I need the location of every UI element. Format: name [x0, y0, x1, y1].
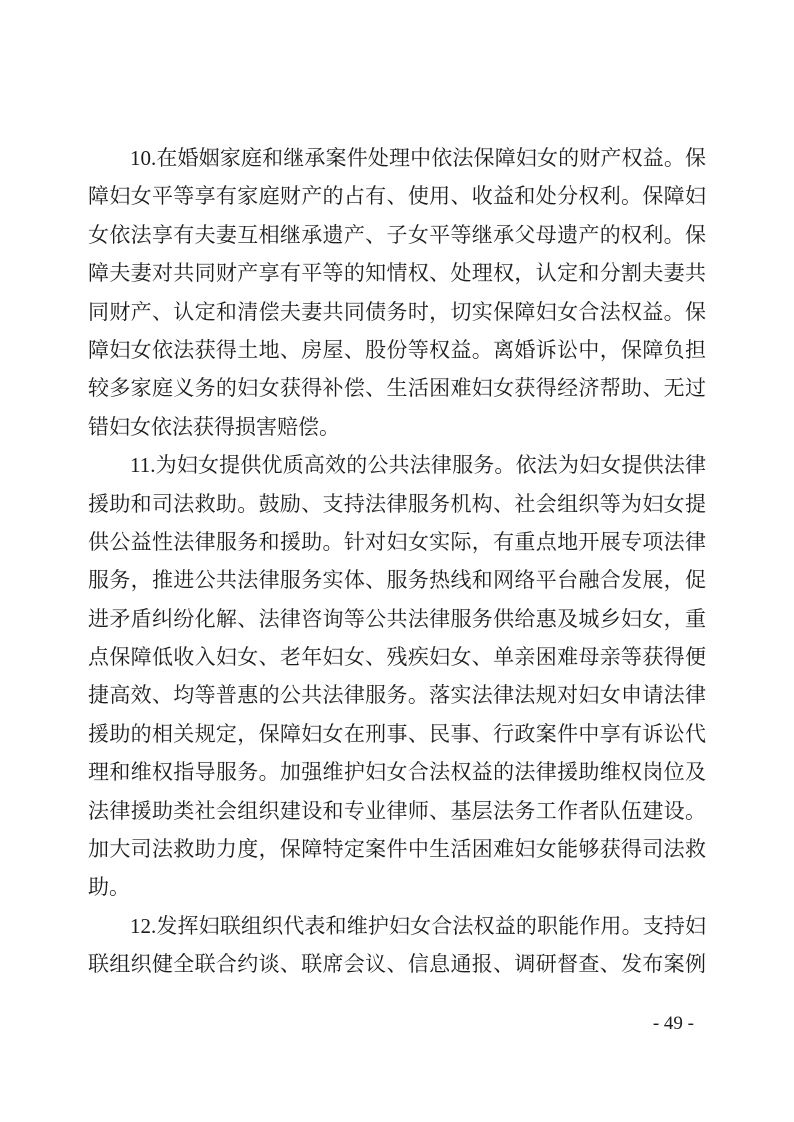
text-line: 进矛盾纠纷化解、法律咨询等公共法律服务供给惠及城乡妇女，重 — [88, 606, 706, 631]
text-line: 10.在婚姻家庭和继承案件处理中依法保障妇女的财产权益。保 — [130, 146, 706, 170]
document-body-text — [88, 139, 706, 984]
text-line: 法律援助类社会组织建设和专业律师、基层法务工作者队伍建设。 — [88, 798, 706, 823]
text-line: 同财产、认定和清偿夫妻共同债务时，切实保障妇女合法权益。保 — [88, 299, 706, 324]
paragraph-item-12 — [88, 907, 706, 984]
text-line: 援助的相关规定，保障妇女在刑事、民事、行政案件中享有诉讼代 — [88, 721, 706, 746]
text-line: 援助和司法救助。鼓励、支持法律服务机构、社会组织等为妇女提 — [88, 491, 706, 516]
paragraph-item-10 — [88, 139, 706, 446]
text-line: 联组织健全联合约谈、联席会议、信息通报、调研督查、发布案例 — [88, 952, 706, 977]
text-line: 加大司法救助力度，保障特定案件中生活困难妇女能够获得司法救 — [88, 837, 706, 862]
text-line: 供公益性法律服务和援助。针对妇女实际，有重点地开展专项法律 — [88, 529, 706, 554]
text-line: 服务，推进公共法律服务实体、服务热线和网络平台融合发展，促 — [88, 568, 706, 593]
text-line: 女依法享有夫妻互相继承遗产、子女平等继承父母遗产的权利。保 — [88, 222, 706, 247]
text-line: 助。 — [88, 875, 130, 900]
paragraph-item-11 — [88, 446, 706, 907]
text-line: 障夫妻对共同财产享有平等的知情权、处理权，认定和分割夫妻共 — [88, 261, 706, 286]
text-line: 理和维权指导服务。加强维护妇女合法权益的法律援助维权岗位及 — [88, 760, 706, 785]
text-line: 12.发挥妇联组织代表和维护妇女合法权益的职能作用。支持妇 — [130, 913, 706, 938]
text-line: 捷高效、均等普惠的公共法律服务。落实法律法规对妇女申请法律 — [88, 683, 706, 708]
text-line: 较多家庭义务的妇女获得补偿、生活困难妇女获得经济帮助、无过 — [88, 376, 706, 401]
text-line: 障妇女平等享有家庭财产的占有、使用、收益和处分权利。保障妇 — [88, 184, 706, 209]
text-line: 11.为妇女提供优质高效的公共法律服务。依法为妇女提供法律 — [130, 453, 706, 478]
text-line: 错妇女依法获得损害赔偿。 — [88, 414, 340, 439]
page-number: - 49 - — [652, 1013, 694, 1034]
text-line: 障妇女依法获得土地、房屋、股份等权益。离婚诉讼中，保障负担 — [88, 337, 706, 362]
text-line: 点保障低收入妇女、老年妇女、残疾妇女、单亲困难母亲等获得便 — [88, 645, 706, 670]
